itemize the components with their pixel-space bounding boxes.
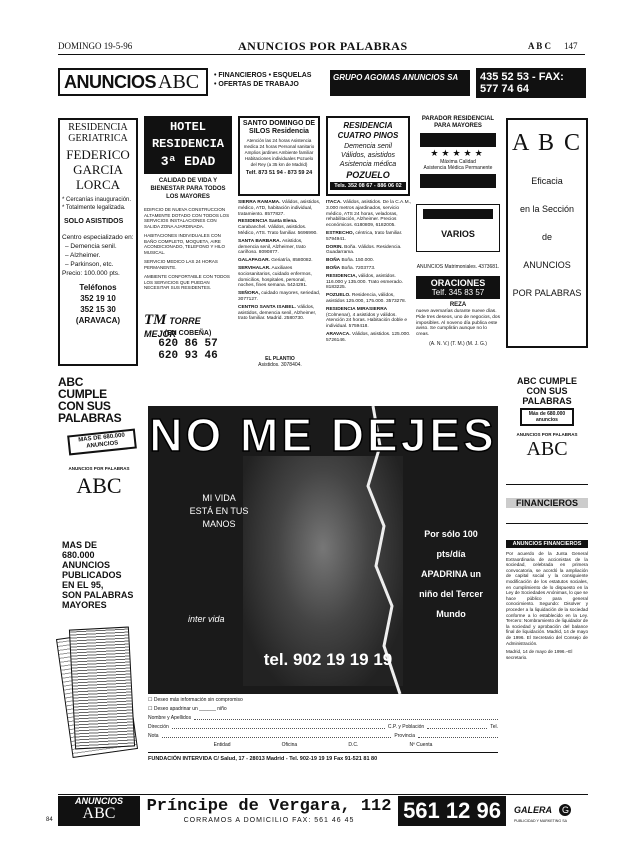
logo-abc: ABC [158,71,200,93]
header-section: ANUNCIOS POR PALABRAS [238,39,408,53]
ad-el-plantio [238,356,322,368]
coupon-address-input[interactable] [172,728,385,732]
grupo-agomas-logo: GRUPO AGOMAS ANUNCIOS SA [330,70,470,96]
ad-intervida [148,406,498,694]
hotel-title-2: RESIDENCIA [151,137,224,151]
parador-line-2: Asistencia Médica Permanente [423,165,493,171]
list-item: POZUELO. Residencia, válidos, asistidos 125.000, 175.000. 3573278. [326,293,407,304]
coupon-field-address: Dirección [148,724,169,730]
classifieds-col-right [326,200,412,370]
page-number: 84 [46,817,53,823]
ad-geriatrica [58,118,138,366]
footer-address: Príncipe de Vergara, 112 [146,797,392,816]
classifieds-col-left [238,200,322,350]
varios-anunc: ANUNCIOS Matrimoniales. 4373681. [416,264,500,270]
intervida-coupon [148,696,498,780]
list-item: SERVIHALAR. Auxiliares sociosanitarios, cuidado enfermos, domicilios, hospitales, personal, noches, fines semana. 5424291. [238,265,312,289]
list-item: DORIN. Boña. Válidos. Residencia. Guadarrama. [326,244,402,256]
footer-sub: CORRAMOS A DOMICILIO FAX: 561 46 45 [183,817,355,824]
parador-title: PARADOR RESIDENCIAL PARA MAYORES [421,116,495,129]
abc-side-line-1: Eficacia [531,176,563,186]
oraciones-title: ORACIONES [430,278,486,288]
cuatro-pinos-phone: Tels. 352 08 67 - 886 06 02 [330,182,406,190]
list-item: BOÑA Boña. 7203773. [326,265,376,271]
hotel-para-3: SERVICIO MEDICO LAS 24 HORAS PERMANENTE. [144,259,218,270]
banner-link-financieros[interactable]: • FINANCIEROS • ESQUELAS [214,72,312,79]
ad-hotel-residencia [144,116,232,366]
abc-side-line-2: en la Sección [519,204,575,214]
banner-phone: 435 52 53 - FAX: 577 74 64 [476,68,586,98]
list-item: RESIDENCIA, válidos, asistidos. 116.000 y 135.000. Trato esmerado. 8183225. [326,273,403,291]
abc-side-line-4: ANUNCIOS [523,260,571,270]
list-item: SEÑORA, cuidado mayores, seriedad, 3077127. [238,291,321,302]
ad-abc-eficacia [506,118,588,348]
abc-promo-left-logo: ABC [76,473,122,498]
geriatrica-bullet-1: * Cercanías inauguración. [62,197,132,203]
footer-phone: 561 12 96 [398,796,506,826]
hotel-para-1: EDIFICIO DE NUEVA CONSTRUCCION ALTAMENTE DOTADO CON TODOS LOS SERVICIOS INSTALACIONES CON SALIDA ZONA AJARDINADA. [144,207,230,229]
cuatro-pinos-title-2: CUATRO PINOS [337,131,399,140]
intervida-tel: tel. 902 19 19 19 [263,650,393,669]
abc-side-line-3: de [541,232,552,242]
legal-title: ANUNCIOS FINANCIEROS [506,540,588,548]
mas-de-line-1: MAS DE [62,540,98,550]
geriatrica-tel-2: 352 15 30 [80,305,116,314]
mas-de-line-7: MAYORES [62,600,107,610]
ad-abc-cumple-left [58,376,140,526]
coupon-field-name: Nombre y Apellidos [148,715,192,721]
footer-abc-logo [58,796,140,826]
section-varios [416,204,500,370]
hotel-para-4: AMBIENTE CONFORTABLE CON TODOS LOS SERVICIOS QUE PUEDAN NECESITAR SUS RESIDENTES. [144,274,230,290]
intervida-right-5: Mundo [436,609,466,619]
mas-de-line-3: ANUNCIOS [62,560,111,570]
coupon-opt-entidad: Entidad [213,742,231,748]
hotel-logo: TORRE MEJOR [144,316,201,339]
header-page: 147 [564,41,578,51]
coupon-field-tel: Tel. [490,724,498,730]
geriatrica-precio: Precio: 100.000 pts. [62,270,120,277]
geriatrica-centro: Centro especializado en: [62,234,134,241]
coupon-opt-dc: D.C. [348,742,359,748]
abc-side-line-5: POR PALABRAS [512,288,582,298]
abc-promo-left-line-2: CUMPLE [58,387,107,401]
coupon-check-info[interactable]: ☐ Deseo más información sin compromiso [148,697,243,703]
abc-promo-left-stamp: MAS DE 680.000 ANUNCIOS [67,429,137,456]
santo-domingo-phone: Telf. 873 51 94 - 873 59 24 [245,170,313,176]
page-header [58,40,585,54]
el-plantio-head: EL PLANTIO [265,356,295,362]
logo-anuncios: ANUNCIOS [64,72,157,92]
mas-de-line-2: 680.000 [62,550,95,560]
intervida-right-1: Por sólo 100 [424,529,478,539]
footer-logo-top: ANUNCIOS [74,796,123,806]
coupon-name-input[interactable] [194,719,498,723]
intervida-right-4: niño del Tercer [419,589,483,599]
geriatrica-bullet-2: * Totalmente legalizada. [62,205,126,211]
galera-g-icon: G [559,804,571,816]
geriatrica-tel-1: 352 19 10 [80,294,116,303]
geriatrica-name-2: GARCIA [73,162,123,177]
cuatro-pinos-line-1: Demencia senil [344,143,392,150]
geriatrica-tel-label: Teléfonos [79,283,117,292]
galera-sub: PUBLICIDAD Y MARKETING SA [514,819,567,823]
intervida-left-1: MI VIDA [202,493,236,503]
ad-santo-domingo [238,116,320,196]
newspaper-pile-image [58,624,140,764]
ad-cuatro-pinos [326,116,410,196]
hotel-phone-2: 620 93 46 [158,350,218,362]
hotel-title-3: 3ª EDAD [160,154,216,169]
intervida-headline: NO ME DEJES [149,409,497,461]
reza-initials: (A. N. V.) (T. M.) (M. J. G.) [429,340,487,347]
legal-notice [506,540,588,790]
geriatrica-list-2: – Alzheimer. [65,252,101,259]
cuatro-pinos-line-3: Asistencia médica [339,161,397,168]
coupon-field-nota: Nota [148,733,159,739]
header-date: DOMINGO 19-5-96 [58,41,133,51]
abc-promo-right-line-3: PALABRAS [522,396,572,406]
intervida-right-2: pts/día [436,549,466,559]
geriatrica-solo: SOLO ASISTIDOS [64,218,124,225]
santo-domingo-title: SANTO DOMINGO DE SILOS Residencia [242,120,316,135]
footer-rule [58,794,588,795]
ad-mas-de-680000 [58,540,140,790]
reza-text: nueve avemarías durante nueve días. Pide tres deseos, uno de negocios, dos imposibles. Al noveno día publica este aviso. Se cumplirán aunque no lo creas. [416,309,501,338]
cuatro-pinos-title-1: RESIDENCIA [343,121,393,130]
legal-text: Por acuerdo de la Junta General Extraordinaria de accionistas de la sociedad, celebrada en primera convocatoria, se acordó la ampliación de capital social y la consiguiente modificación de los estatutos sociales, en cumplimiento de lo dispuesto en la Ley de Sociedades Anónimas, lo que se hace público para general conocimiento. Segundo: Disolver y proceder a la liquidación de la sociedad conforme a lo establecido en la Ley. Tercero: Nombramiento de liquidador de la sociedad y aprobación del balance final de liquidación. Madrid, 14 de mayo de 1996. El Secretario del Consejo de Administración. [506,551,588,646]
coupon-opt-oficina: Oficina [281,742,298,748]
varios-label: VARIOS [441,229,475,239]
list-item: SIERRA RAMAMA. Válidos, asistidos, médico, ATD, habitación individual, tratamiento. 8577827. [238,200,321,217]
coupon-opt-cuenta: Nº Cuenta [409,742,433,748]
abc-promo-left-line-4: PALABRAS [58,411,122,425]
varios-decor-bar [423,209,493,219]
coupon-check-apadrinar[interactable]: ☐ Deseo apadrinar un ______ niño [148,706,227,712]
coupon-field-cp: C.P. y Población [387,724,425,730]
cuatro-pinos-place: POZUELO [346,170,390,180]
coupon-field-provincia: Provincia [394,733,415,739]
intervida-left-3: MANOS [202,519,236,529]
parador-logo-bar [420,133,496,147]
parador-phone-bar [420,174,496,188]
intervida-left-2: ESTÁ EN TUS [189,506,249,516]
cuatro-pinos-line-2: Válidos, asistidos [340,152,396,159]
ad-parador [416,116,500,200]
galera-logo [514,800,588,823]
section-financieros [506,484,588,524]
banner-link-ofertas[interactable]: • OFERTAS DE TRABAJO [214,81,299,88]
hotel-para-2: HABITACIONES INDIVIDUALES CON BAÑO COMPLETO, MOQUETA, AIRE ACONDICIONADO, TELEFONO Y HILO MUSICAL. [144,233,226,255]
mas-de-line-5: EN EL 95, [62,580,104,590]
banner-links [214,72,324,88]
el-plantio-text: Asistidos. 3078404. [258,362,302,368]
top-banner [58,66,586,100]
list-item: ESTRECHO, céntrica, trato familiar. 5794941. [326,230,403,242]
geriatrica-list-1: – Demencia senil. [65,243,117,250]
abc-promo-left-line-1: ABC [58,375,84,389]
hotel-phone-1: 620 86 57 [158,338,218,350]
abc-promo-right-logo: ABC [526,438,568,460]
list-item: ITACA. Válidos, asistidos. De la C.A.M., 3.000 metros ajardinados, servicio médico, ATS 24 horas, veladoras, rehabilitación, Alzheimer. Precios económicos. 6180809, 6182005. [326,200,412,229]
coupon-cp-input[interactable] [427,728,487,732]
footer-banner [58,796,588,828]
list-item: CENTRO SANTA ISABEL. Válidos, asistidos, demencia senil, Alzheimer, trato familiar. Madrid. 2580730. [238,304,317,322]
abc-promo-right-stamp: Más de 680.000 anuncios [520,408,574,426]
abc-promo-right-sub: ANUNCIOS POR PALABRAS [516,432,578,437]
mas-de-line-6: SON PALABRAS [62,590,134,600]
intervida-logo: inter vida [188,614,225,624]
geriatrica-heading-2: GERIATRICA [68,133,128,144]
geriatrica-heading-1: RESIDENCIA [68,122,128,133]
list-item: SANTA BARBARA. Asistidos, demencia senil, Alzheimer, trato cariñoso. 8090877. [238,238,306,256]
footer-logo-brand: ABC [82,805,116,822]
abc-promo-right-line-1: ABC CUMPLE [517,376,577,386]
list-item: BOÑA Boña. 150.000. [326,258,375,264]
parador-stars-icon: ★★★★★ [430,148,486,158]
ad-abc-cumple-right [506,376,588,476]
mas-de-line-4: PUBLICADOS [62,570,122,580]
geriatrica-name-3: LORCA [75,177,121,192]
abc-promo-left-sub: ANUNCIOS POR PALABRAS [68,466,130,471]
financieros-label: FINANCIEROS [506,498,588,508]
reza-label: REZA [449,302,467,308]
abc-promo-right-line-2: CON SUS [526,386,568,396]
geriatrica-name-1: FEDERICO [66,147,130,162]
coupon-footer: FUNDACIÓN INTERVIDA C/ Salud, 17 - 28013 Madrid - Tel. 902-19 19 19 Fax 91-521 81 80 [148,752,498,764]
geriatrica-list-3: – Parkinson, etc. [65,261,114,268]
hotel-subtitle: CALIDAD DE VIDA Y BIENESTAR PARA TODOS LOS MAYORES [150,178,226,200]
header-paper: A B C [528,41,552,51]
hotel-cobena: (EN COBEÑA) [164,330,212,337]
intervida-right-3: APADRINA un [421,569,481,579]
torre-mejor-mark-icon: TM [144,312,167,328]
santo-domingo-body: Atención las 24 horas Asistencia medica 24 horas Personal sanitario Amplios jardines Ambiente familiar Habitaciones individuales Pozuelo del Rey (a 35 km de Madrid) [243,138,315,167]
oraciones-phone: Telf. 345 83 57 [431,288,485,297]
abc-promo-left-line-3: CON SUS [58,399,111,413]
legal-signature: Madrid, 14 de mayo de 1996.–El secretario. [506,649,573,660]
header-rule [58,54,585,55]
list-item: ARAVACA. Válidos, asistidos. 125.000. 5726146. [326,331,411,343]
hotel-title-1: HOTEL [169,120,206,134]
parador-line-1: Máxima Calidad [440,159,476,165]
abc-side-logo: A B C [511,130,583,156]
anuncios-abc-logo [58,68,208,96]
geriatrica-lugar: (ARAVACA) [75,316,121,325]
list-item: RESIDENCIA MIRASIERRA (Colmenar), 4 asistidos y válidos. Atención 24 horas. Habitación doble e individual. 5759418. [326,306,408,330]
list-item: RESIDENCIA Santa Elena. Carabanchel. Válidos, asistidos. Médico, ATS. Trato familiar. 5696990. [238,219,318,236]
galera-name: GALERA [514,805,552,815]
list-item: GALAPAGAR. Geriatría, 8580082. [238,258,313,264]
